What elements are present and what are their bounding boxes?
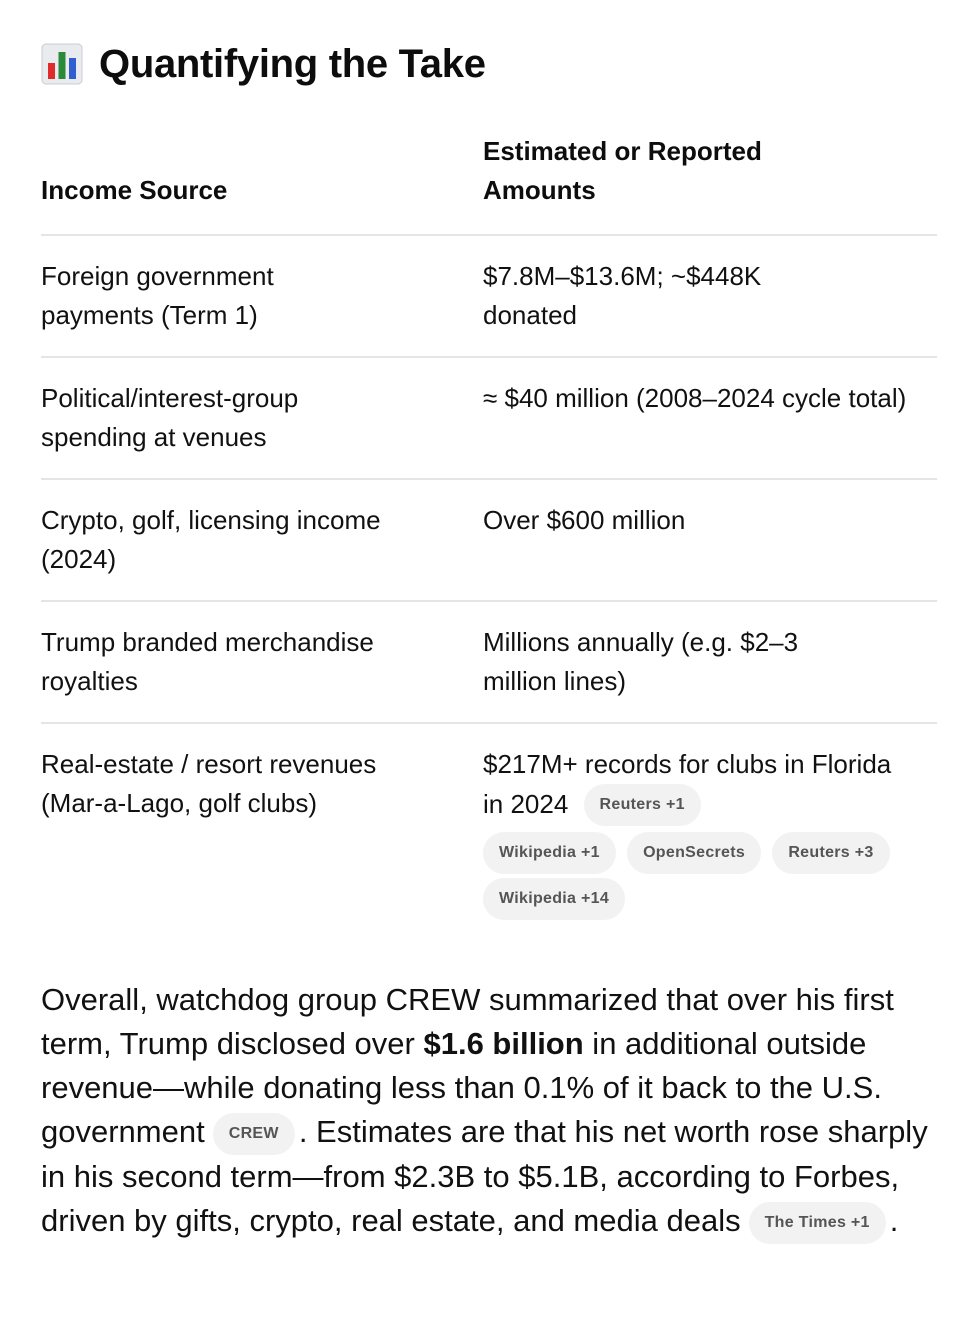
income-table [41, 132, 937, 943]
citation-chip[interactable]: OpenSecrets [627, 832, 761, 874]
citation-chip[interactable]: The Times +1 [749, 1202, 886, 1244]
table-cell-amount: Over $600 million [483, 505, 686, 535]
table-cell-amount: $7.8M–$13.6M; ~$448K donated [483, 261, 762, 330]
table-row [41, 723, 937, 943]
page-title: Quantifying the Take [99, 41, 486, 86]
table-cell-source: Real-estate / resort revenues (Mar-a-Lago, golf clubs) [41, 749, 377, 818]
citation-chip[interactable]: Wikipedia +14 [483, 878, 625, 920]
column-header-source: Income Source [41, 175, 228, 205]
citation-chip[interactable]: Reuters +1 [584, 784, 701, 826]
citation-chips [483, 830, 923, 922]
table-cell-source: Foreign government payments (Term 1) [41, 261, 274, 330]
table-cell-amount: ≈ $40 million (2008–2024 cycle total) [483, 383, 907, 413]
table-row [41, 601, 937, 723]
column-header-amounts: Estimated or Reported Amounts [483, 136, 762, 205]
highlight-amount: $1.6 billion [423, 1026, 584, 1061]
table-row [41, 235, 937, 357]
table-cell-source: Crypto, golf, licensing income (2024) [41, 505, 381, 574]
section-heading [41, 36, 486, 92]
summary-paragraph: Overall, watchdog group CREW summarized that over his first term, Trump disclosed over $1.6 billion in additional outside revenue—while donating less than 0.1% of it back to the U.S. government CREW . Estimates are that his net worth rose sharply in his second term—from $2.3B to $5.1B, according to Forbes, driven by gifts, crypto, real estate, and media deals The Times +1 . [41, 978, 937, 1244]
table-cell-source: Political/interest-group spending at venues [41, 383, 299, 452]
citation-chip[interactable]: Wikipedia +1 [483, 832, 616, 874]
table-cell-source: Trump branded merchandise royalties [41, 627, 374, 696]
citation-chip[interactable]: Reuters +3 [772, 832, 889, 874]
table-cell-amount: Millions annually (e.g. $2–3 million lines) [483, 627, 799, 696]
table-row [41, 357, 937, 479]
bar-chart-icon [41, 43, 83, 85]
table-header-row [41, 132, 937, 235]
table-cell-amount: $217M+ records for clubs in Florida in 2024 Reuters +1 Wikipedia +1 OpenSecrets Reuters +3 Wikipedia +14 [483, 723, 937, 943]
citation-chip[interactable]: CREW [213, 1113, 295, 1155]
table-row [41, 479, 937, 601]
